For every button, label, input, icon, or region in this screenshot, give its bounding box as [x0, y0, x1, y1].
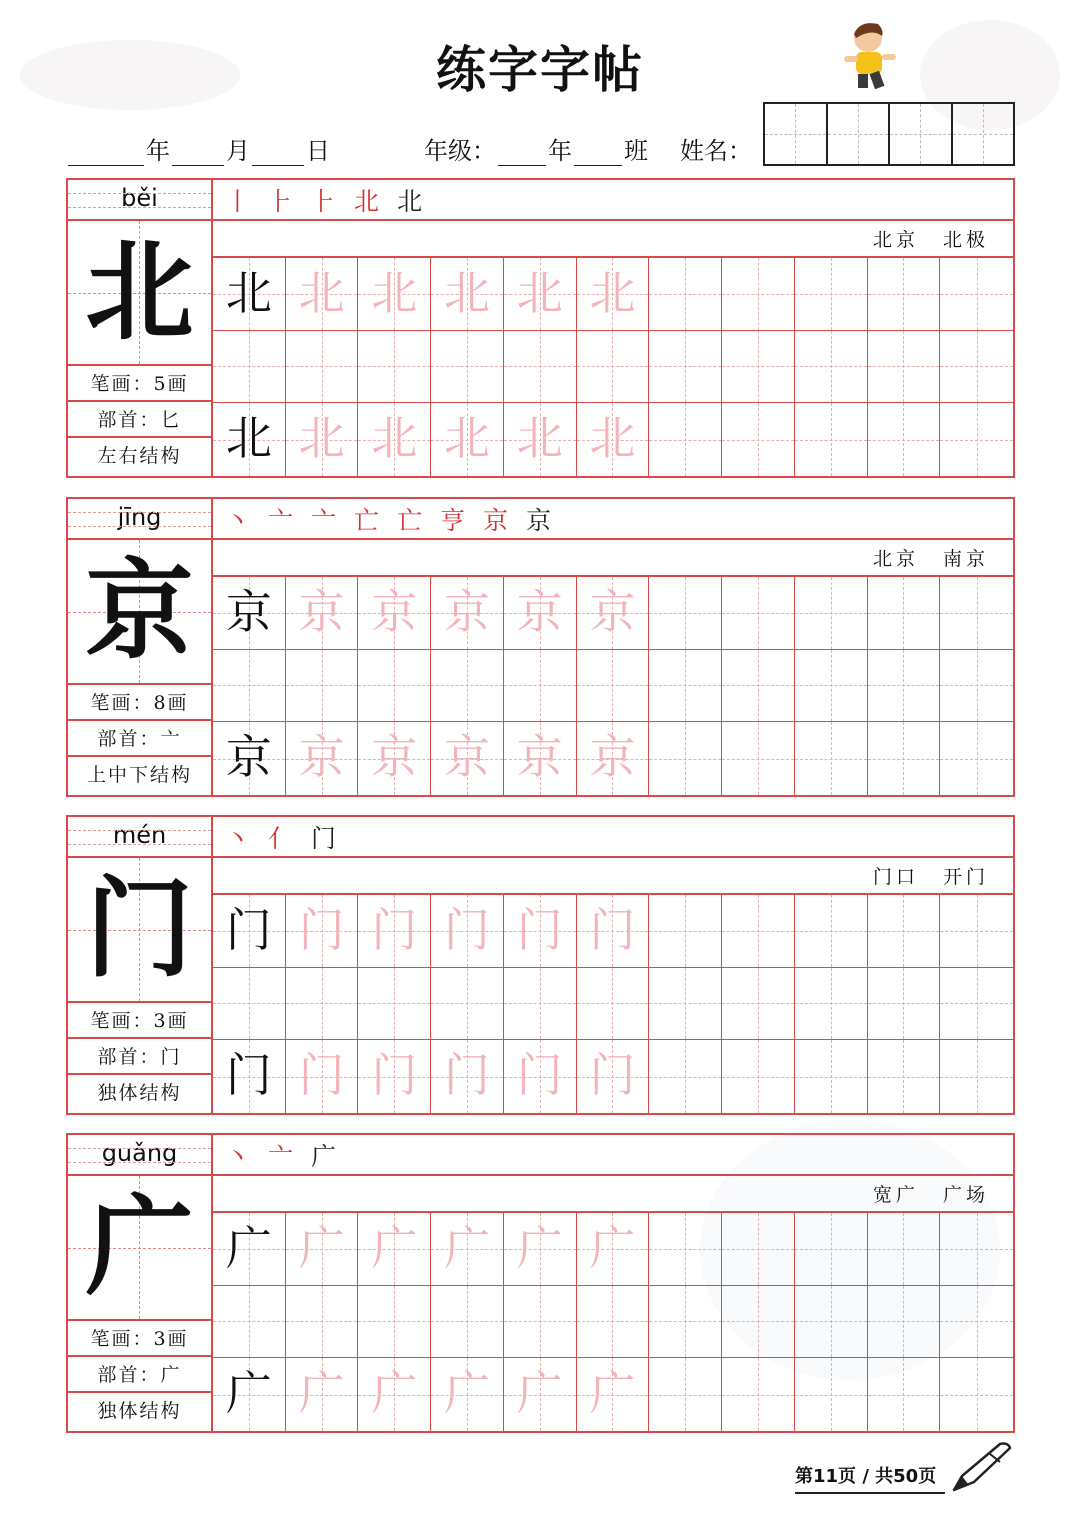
model-character: 北	[225, 266, 272, 320]
stroke-step: 丨	[225, 186, 261, 216]
practice-cell	[213, 1040, 286, 1113]
trace-character: 京	[298, 585, 345, 639]
practice-cell	[358, 1040, 431, 1113]
trace-character: 京	[298, 730, 345, 785]
practice-cell[interactable]	[940, 1213, 1013, 1286]
practice-cell	[213, 577, 286, 650]
practice-cell[interactable]	[649, 1358, 722, 1431]
practice-cell	[577, 258, 650, 331]
character-info-column	[68, 1135, 213, 1431]
name-box[interactable]	[828, 104, 891, 164]
trace-character: 门	[589, 1048, 636, 1103]
practice-cell[interactable]	[795, 650, 868, 723]
big-character-cell	[68, 540, 211, 685]
year-label: 年	[146, 137, 170, 165]
trace-character: 门	[298, 1048, 345, 1103]
practice-cell	[504, 403, 577, 476]
stroke-step: 门	[311, 823, 347, 853]
structure: 上中下结构	[86, 764, 192, 786]
pinyin: guǎng	[68, 1135, 211, 1176]
practice-cell	[358, 577, 431, 650]
practice-cell	[504, 258, 577, 331]
practice-cell[interactable]	[722, 722, 795, 795]
practice-cell[interactable]	[504, 650, 577, 723]
practice-cell[interactable]	[358, 968, 431, 1041]
practice-cell[interactable]	[722, 1040, 795, 1113]
trace-character: 北	[444, 411, 491, 466]
structure: 独体结构	[97, 1082, 182, 1104]
trace-character: 门	[516, 1048, 563, 1103]
practice-cell	[577, 722, 650, 795]
radical: 部首：广	[68, 1357, 211, 1393]
practice-cell	[577, 1213, 650, 1286]
trace-character: 京	[589, 585, 636, 639]
stroke-step: 亡	[397, 505, 433, 535]
practice-cell[interactable]	[504, 968, 577, 1041]
day-label: 日	[306, 137, 330, 165]
pinyin: běi	[68, 180, 211, 221]
practice-cell	[577, 1358, 650, 1431]
practice-cell[interactable]	[649, 650, 722, 723]
structure: 左右结构	[97, 445, 182, 467]
practice-cell[interactable]	[649, 1213, 722, 1286]
practice-cell[interactable]	[940, 650, 1013, 723]
practice-cell[interactable]	[868, 1213, 941, 1286]
practice-cell[interactable]	[722, 1286, 795, 1359]
practice-cell[interactable]	[358, 1286, 431, 1359]
practice-grid	[213, 895, 1013, 1113]
trace-character: 广	[298, 1221, 345, 1275]
character-block	[66, 1133, 1015, 1433]
practice-cell	[286, 722, 359, 795]
big-character: 北	[85, 229, 194, 355]
example-word: 北京	[872, 548, 919, 570]
practice-cell[interactable]	[940, 1358, 1013, 1431]
grade-year-label: 年	[548, 137, 572, 165]
stroke-step: 广	[311, 1141, 347, 1171]
practice-cell	[577, 895, 650, 968]
trace-character: 京	[516, 585, 563, 639]
trace-character: 广	[444, 1221, 491, 1275]
practice-cell	[358, 1213, 431, 1286]
big-character: 广	[85, 1184, 194, 1310]
practice-cell	[504, 722, 577, 795]
stroke-step: ⺊	[268, 186, 304, 216]
practice-cell	[286, 577, 359, 650]
practice-cell[interactable]	[431, 650, 504, 723]
practice-cell[interactable]	[722, 1213, 795, 1286]
practice-cell[interactable]	[795, 1286, 868, 1359]
trace-character: 北	[298, 411, 345, 466]
stroke-step: 丶	[225, 505, 261, 535]
practice-cell[interactable]	[722, 331, 795, 404]
stroke-order-row	[213, 1135, 1013, 1176]
practice-cell[interactable]	[649, 968, 722, 1041]
practice-cell	[431, 895, 504, 968]
practice-cell	[213, 258, 286, 331]
radical: 部首：匕	[68, 402, 211, 438]
trace-character: 北	[516, 411, 563, 466]
practice-cell[interactable]	[795, 1213, 868, 1286]
trace-character: 门	[516, 903, 563, 957]
example-words-row	[213, 858, 1013, 895]
practice-cell[interactable]	[577, 1286, 650, 1359]
practice-cell[interactable]	[649, 1286, 722, 1359]
practice-cell[interactable]	[213, 968, 286, 1041]
practice-cell	[286, 895, 359, 968]
model-character: 京	[225, 585, 272, 639]
example-word: 宽广	[872, 1184, 919, 1206]
character-info-column	[68, 180, 213, 476]
model-character: 北	[225, 411, 272, 466]
practice-cell[interactable]	[795, 331, 868, 404]
page-number: 第11页 / 共50页	[795, 1462, 945, 1494]
practice-cell[interactable]	[868, 722, 941, 795]
example-words-row	[213, 1176, 1013, 1213]
practice-cell	[213, 403, 286, 476]
month-blank[interactable]	[172, 143, 224, 166]
practice-cell	[431, 1213, 504, 1286]
practice-cell[interactable]	[504, 1286, 577, 1359]
radical: 部首：亠	[68, 721, 211, 757]
month-label: 月	[226, 137, 250, 165]
trace-character: 广	[589, 1366, 636, 1421]
example-words-row	[213, 540, 1013, 577]
practice-cell[interactable]	[722, 258, 795, 331]
practice-cell[interactable]	[722, 895, 795, 968]
year-blank[interactable]	[68, 143, 144, 166]
stroke-count: 笔画：3画	[68, 1003, 211, 1039]
practice-cell[interactable]	[795, 1358, 868, 1431]
stroke-step: 京	[526, 505, 562, 535]
practice-cell	[504, 1213, 577, 1286]
practice-cell	[286, 1213, 359, 1286]
trace-character: 京	[444, 730, 491, 785]
name-label: 姓名：	[680, 137, 752, 165]
practice-cell[interactable]	[940, 331, 1013, 404]
practice-cell	[213, 895, 286, 968]
practice-cell[interactable]	[649, 577, 722, 650]
trace-character: 京	[371, 585, 418, 639]
practice-cell[interactable]	[940, 1040, 1013, 1113]
trace-character: 广	[589, 1221, 636, 1275]
practice-cell	[213, 722, 286, 795]
trace-character: 广	[371, 1366, 418, 1421]
trace-character: 门	[371, 903, 418, 957]
structure: 独体结构	[97, 1400, 182, 1422]
practice-cell[interactable]	[213, 650, 286, 723]
kid-running-icon	[838, 18, 900, 96]
practice-grid	[213, 577, 1013, 795]
trace-character: 广	[444, 1366, 491, 1421]
practice-cell[interactable]	[286, 1286, 359, 1359]
trace-character: 广	[298, 1366, 345, 1421]
practice-cell[interactable]	[577, 968, 650, 1041]
practice-cell[interactable]	[940, 1286, 1013, 1359]
pen-icon	[948, 1440, 1014, 1496]
stroke-step: 亠	[311, 505, 347, 535]
trace-character: 门	[444, 1048, 491, 1103]
big-character-cell	[68, 221, 211, 366]
practice-cell	[431, 258, 504, 331]
practice-cell[interactable]	[795, 722, 868, 795]
stroke-step: 丶	[225, 823, 261, 853]
trace-character: 京	[371, 730, 418, 785]
class-blank[interactable]	[574, 143, 622, 166]
practice-cell[interactable]	[286, 650, 359, 723]
practice-cell	[358, 1358, 431, 1431]
practice-cell	[358, 722, 431, 795]
trace-character: 广	[516, 1366, 563, 1421]
practice-cell[interactable]	[868, 577, 941, 650]
example-word: 开门	[942, 866, 989, 888]
big-character-cell	[68, 1176, 211, 1321]
practice-cell	[213, 1213, 286, 1286]
stroke-count: 笔画：8画	[68, 685, 211, 721]
example-word: 南京	[942, 548, 989, 570]
example-word: 广场	[942, 1184, 989, 1206]
practice-cell[interactable]	[649, 258, 722, 331]
trace-character: 北	[589, 266, 636, 320]
character-info-column	[68, 499, 213, 795]
stroke-count: 笔画：3画	[68, 1321, 211, 1357]
character-block	[66, 497, 1015, 797]
example-word: 门口	[872, 866, 919, 888]
practice-cell	[431, 1040, 504, 1113]
header-info-line	[68, 134, 754, 166]
trace-character: 门	[371, 1048, 418, 1103]
stroke-step: 京	[483, 505, 519, 535]
model-character: 广	[225, 1366, 272, 1421]
trace-character: 北	[589, 411, 636, 466]
practice-cell[interactable]	[213, 331, 286, 404]
practice-cell	[358, 258, 431, 331]
name-box[interactable]	[890, 104, 953, 164]
class-label: 班	[624, 137, 648, 165]
name-box[interactable]	[953, 104, 1014, 164]
practice-cell	[431, 577, 504, 650]
practice-cell[interactable]	[795, 403, 868, 476]
practice-cell[interactable]	[649, 1040, 722, 1113]
practice-cell[interactable]	[722, 577, 795, 650]
trace-character: 京	[589, 730, 636, 785]
practice-cell	[286, 1040, 359, 1113]
practice-cell[interactable]	[940, 403, 1013, 476]
practice-cell	[504, 1040, 577, 1113]
practice-cell[interactable]	[868, 1358, 941, 1431]
trace-character: 北	[298, 266, 345, 320]
practice-cell[interactable]	[940, 722, 1013, 795]
practice-cell[interactable]	[358, 331, 431, 404]
grade-year-blank[interactable]	[498, 143, 546, 166]
practice-cell[interactable]	[286, 968, 359, 1041]
stroke-step: 亨	[440, 505, 476, 535]
practice-cell[interactable]	[358, 650, 431, 723]
big-character: 京	[85, 548, 194, 674]
radical: 部首：门	[68, 1039, 211, 1075]
practice-cell	[286, 258, 359, 331]
practice-cell	[286, 1358, 359, 1431]
stroke-step: 亻	[268, 823, 304, 853]
pinyin: jīng	[68, 499, 211, 540]
practice-cell	[213, 1358, 286, 1431]
practice-cell[interactable]	[722, 968, 795, 1041]
trace-character: 京	[444, 585, 491, 639]
practice-grid	[213, 258, 1013, 476]
practice-cell	[286, 403, 359, 476]
practice-cell[interactable]	[504, 331, 577, 404]
stroke-step: ⺊	[311, 186, 347, 216]
model-character: 京	[225, 730, 272, 785]
practice-cell[interactable]	[868, 403, 941, 476]
practice-cell[interactable]	[431, 331, 504, 404]
stroke-step: 亠	[268, 1141, 304, 1171]
practice-cell[interactable]	[286, 331, 359, 404]
stroke-step: 亠	[268, 505, 304, 535]
practice-grid	[213, 1213, 1013, 1431]
pinyin: mén	[68, 817, 211, 858]
day-blank[interactable]	[252, 143, 304, 166]
trace-character: 门	[444, 903, 491, 957]
practice-cell[interactable]	[868, 968, 941, 1041]
practice-cell	[577, 1040, 650, 1113]
character-block	[66, 815, 1015, 1115]
trace-character: 门	[589, 903, 636, 957]
practice-cell[interactable]	[868, 1286, 941, 1359]
trace-character: 北	[371, 411, 418, 466]
practice-cell	[577, 577, 650, 650]
model-character: 门	[225, 903, 272, 957]
practice-cell	[358, 403, 431, 476]
practice-cell[interactable]	[795, 258, 868, 331]
practice-cell[interactable]	[795, 1040, 868, 1113]
practice-cell[interactable]	[431, 968, 504, 1041]
example-word: 北京	[872, 229, 919, 251]
character-block	[66, 178, 1015, 478]
practice-cell[interactable]	[940, 968, 1013, 1041]
practice-cell	[431, 403, 504, 476]
page-title: 练字字帖	[436, 41, 644, 99]
practice-cell[interactable]	[940, 895, 1013, 968]
name-boxes[interactable]	[763, 102, 1015, 166]
trace-character: 北	[516, 266, 563, 320]
stroke-step: 北	[354, 186, 390, 216]
big-character: 门	[85, 866, 194, 992]
practice-cell	[431, 1358, 504, 1431]
model-character: 广	[225, 1221, 272, 1275]
character-info-column	[68, 817, 213, 1113]
practice-cell[interactable]	[868, 258, 941, 331]
grade-label: 年级：	[424, 137, 496, 165]
big-character-cell	[68, 858, 211, 1003]
trace-character: 广	[371, 1221, 418, 1275]
practice-cell[interactable]	[649, 403, 722, 476]
stroke-step: 北	[397, 186, 433, 216]
trace-character: 广	[516, 1221, 563, 1275]
stroke-order-row	[213, 499, 1013, 540]
example-words-row	[213, 221, 1013, 258]
practice-cell	[577, 403, 650, 476]
example-word: 北极	[942, 229, 989, 251]
practice-cell[interactable]	[722, 1358, 795, 1431]
practice-cell	[504, 895, 577, 968]
practice-cell[interactable]	[868, 1040, 941, 1113]
practice-cell	[358, 895, 431, 968]
practice-cell[interactable]	[868, 895, 941, 968]
practice-cell[interactable]	[649, 331, 722, 404]
practice-cell[interactable]	[577, 331, 650, 404]
practice-cell[interactable]	[213, 1286, 286, 1359]
practice-cell[interactable]	[577, 650, 650, 723]
practice-cell[interactable]	[940, 577, 1013, 650]
stroke-count: 笔画：5画	[68, 366, 211, 402]
stroke-step: 丶	[225, 1141, 261, 1171]
practice-cell[interactable]	[795, 895, 868, 968]
practice-cell[interactable]	[795, 577, 868, 650]
trace-character: 京	[516, 730, 563, 785]
practice-cell[interactable]	[868, 650, 941, 723]
practice-cell[interactable]	[649, 722, 722, 795]
stroke-step: 亡	[354, 505, 390, 535]
practice-cell[interactable]	[722, 650, 795, 723]
practice-cell	[504, 1358, 577, 1431]
name-box[interactable]	[765, 104, 828, 164]
stroke-order-row	[213, 180, 1013, 221]
stroke-order-row	[213, 817, 1013, 858]
practice-cell[interactable]	[795, 968, 868, 1041]
trace-character: 门	[298, 903, 345, 957]
trace-character: 北	[371, 266, 418, 320]
practice-cell[interactable]	[431, 1286, 504, 1359]
practice-cell[interactable]	[722, 403, 795, 476]
trace-character: 北	[444, 266, 491, 320]
model-character: 门	[225, 1048, 272, 1103]
practice-cell[interactable]	[940, 258, 1013, 331]
practice-cell[interactable]	[649, 895, 722, 968]
practice-cell[interactable]	[868, 331, 941, 404]
practice-cell	[504, 577, 577, 650]
practice-cell	[431, 722, 504, 795]
